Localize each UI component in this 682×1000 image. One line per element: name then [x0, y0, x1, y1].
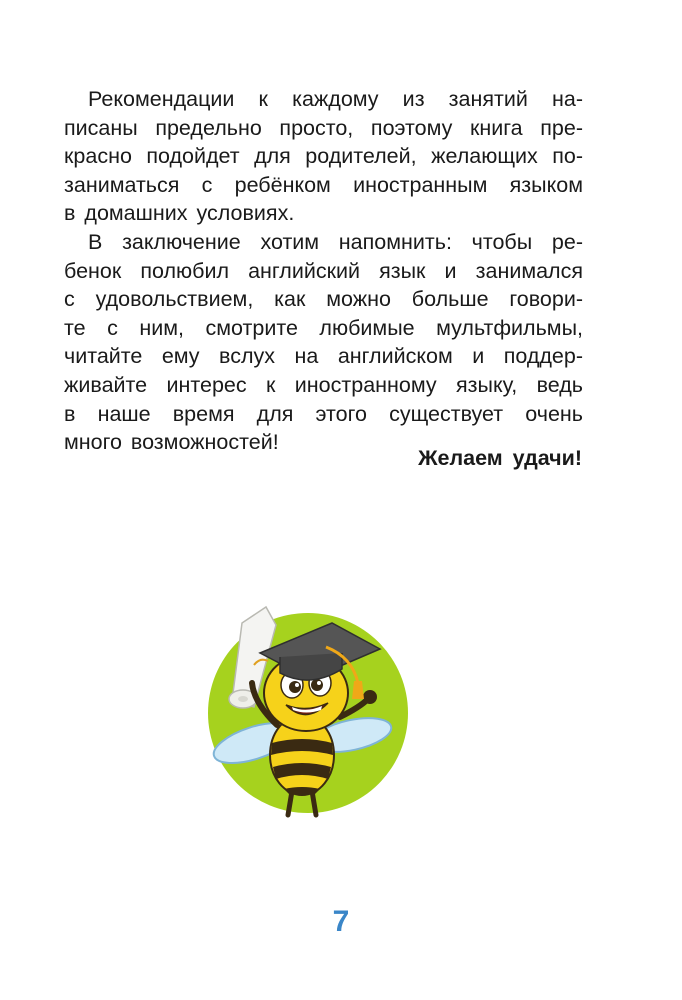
paragraph-line: в наше время для этого существует очень [64, 401, 583, 426]
body-text [64, 85, 583, 457]
paragraph-line: читайте ему вслух на английском и поддер- [64, 344, 583, 369]
paragraph-line: живайте интерес к иностранному языку, ведь [64, 372, 583, 397]
paragraph-line: писаны предельно просто, поэтому книга пре- [64, 115, 583, 140]
paragraph-2 [64, 228, 583, 457]
paragraph-line: в домашних условиях. [64, 201, 295, 226]
page-number: 7 [332, 905, 350, 938]
paragraph-line: те с ним, смотрите любимые мультфильмы, [64, 315, 583, 340]
paragraph-1 [64, 85, 583, 228]
paragraph-line: Рекомендации к каждому из занятий на- [88, 87, 583, 111]
paragraph-line: В заключение хотим напомнить: чтобы ре- [88, 229, 583, 254]
paragraph-line: с удовольствием, как можно больше говори- [64, 287, 583, 312]
paragraph-line: бенок полюбил английский язык и занимался [64, 258, 583, 283]
signoff: Желаем удачи! [418, 446, 582, 470]
paragraph-line: заниматься с ребёнком иностранным языком [64, 172, 583, 197]
bee-graduate-illustration [202, 595, 422, 825]
paragraph-line: много возможностей! [64, 430, 279, 455]
paragraph-line: красно подойдет для родителей, желающих по- [64, 144, 583, 169]
